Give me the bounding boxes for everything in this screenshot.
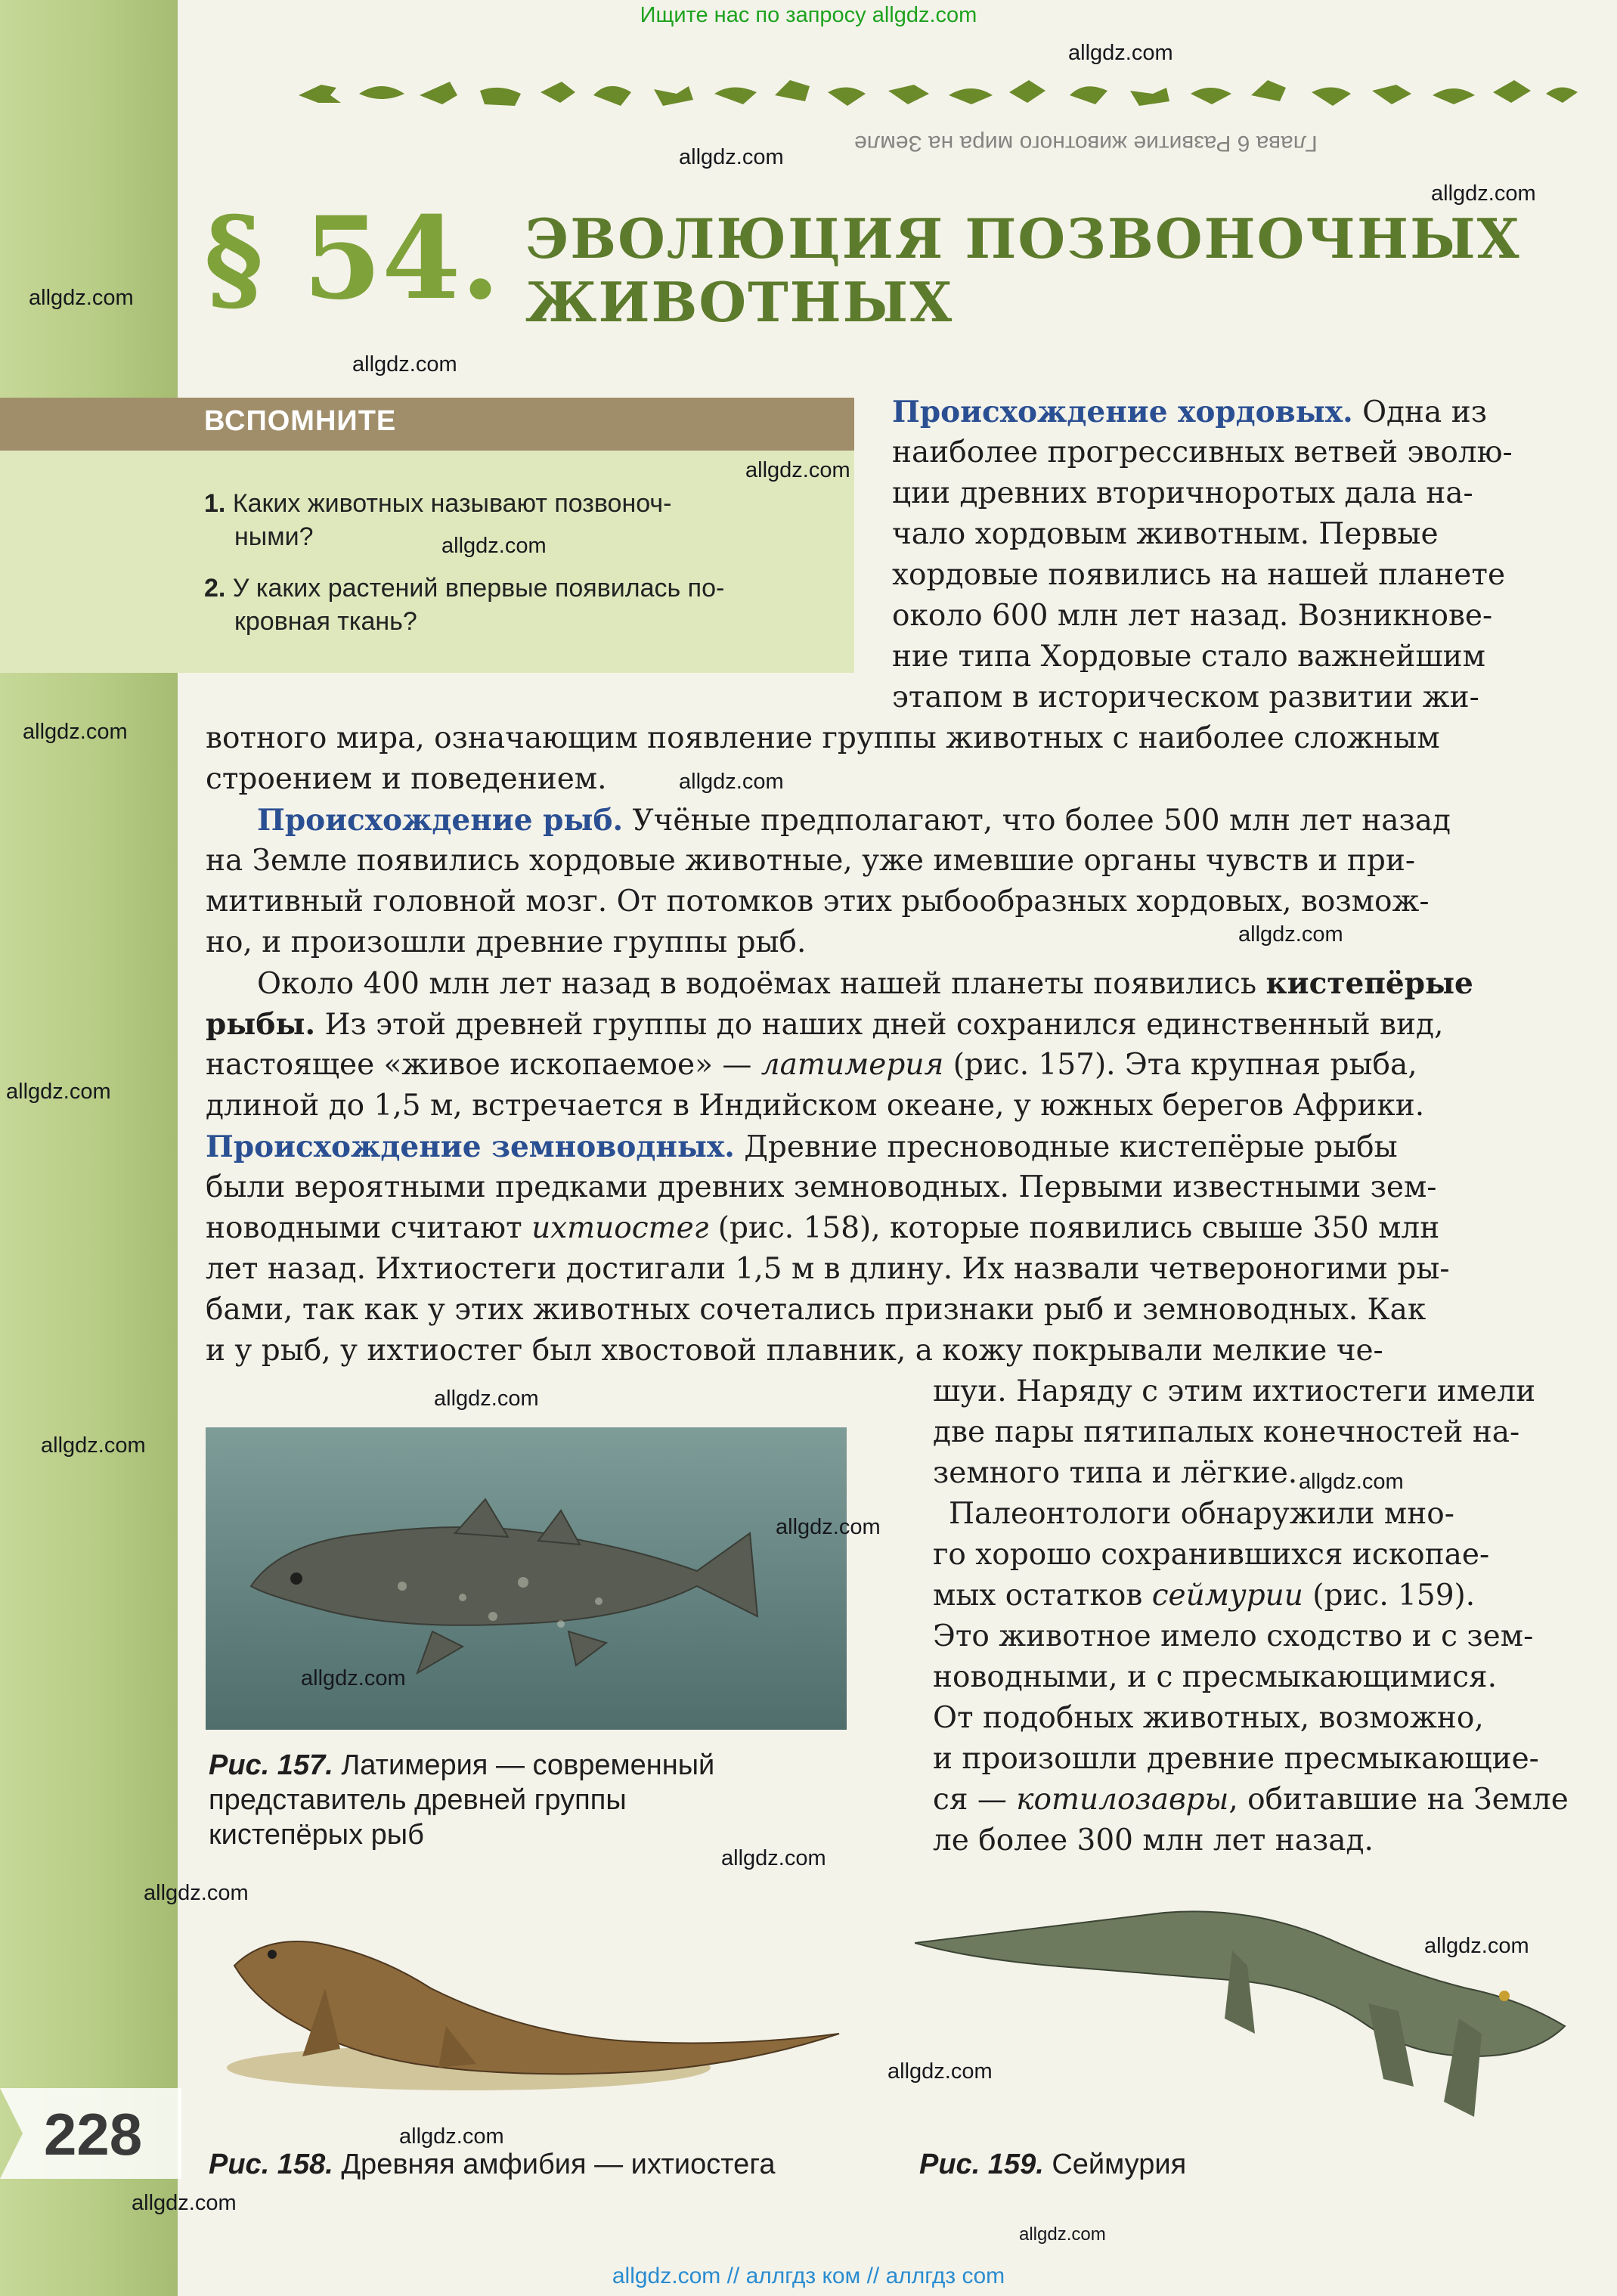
watermark: allgdz.com	[679, 145, 784, 169]
animal-frieze-ornament	[291, 73, 1584, 115]
text-line: ции древних вторичноротых дала на-	[892, 476, 1473, 510]
watermark: allgdz.com	[1238, 922, 1343, 947]
text-line: этапом в историческом развитии жи-	[892, 680, 1479, 714]
section-heading-amphibians: Происхождение земноводных.	[206, 1129, 735, 1164]
text-line: Происхождение земноводных. Древние пресноводные кистепёрые рыбы	[206, 1129, 1398, 1164]
watermark: allgdz.com	[721, 1846, 826, 1870]
text-line: митивный головной мозг. От потомков этих рыбообразных хордовых, возмож-	[206, 885, 1430, 919]
text-line: От подобных животных, возможно,	[933, 1701, 1484, 1735]
section-heading-chordates: Происхождение хордовых.	[892, 395, 1353, 429]
site-banner-top[interactable]: Ищите нас по запросу allgdz.com	[640, 3, 977, 27]
text-line: длиной до 1,5 м, встречается в Индийском океане, у южных берегов Африки.	[206, 1089, 1425, 1123]
watermark: allgdz.com	[6, 1080, 111, 1104]
watermark: allgdz.com	[132, 2191, 237, 2215]
watermark: allgdz.com	[399, 2124, 504, 2149]
paragraph-heading-line1: ЭВОЛЮЦИЯ ПОЗВОНОЧНЫХ	[525, 206, 1521, 271]
text-line: но, и произошли древние группы рыб.	[206, 925, 807, 959]
text-line: строением и поведением.	[206, 762, 607, 796]
paragraph-heading-line2: ЖИВОТНЫХ	[525, 270, 954, 334]
text-line: вотного мира, означающим появление группы животных с наиболее сложным	[206, 721, 1440, 755]
text-line: мых остатков сеймурии (рис. 159).	[933, 1579, 1476, 1613]
figure-157-label: Рис. 157.	[209, 1749, 333, 1781]
text-line: хордовые появились на нашей планете	[892, 558, 1506, 592]
text-line: Около 400 млн лет назад в водоёмах нашей планеты появились кистепёрые	[257, 966, 1473, 1001]
text-line: Это животное имело сходство и с зем-	[933, 1619, 1534, 1653]
text-line: шуи. Наряду с этим ихтиостеги имели	[933, 1374, 1536, 1408]
watermark: allgdz.com	[887, 2059, 993, 2084]
watermark: allgdz.com	[23, 720, 128, 744]
text-line: лет назад. Ихтиостеги достигали 1,5 м в длину. Их назвали четвероногими ры-	[206, 1252, 1450, 1286]
watermark: allgdz.com	[352, 352, 457, 376]
watermark: allgdz.com	[144, 1881, 249, 1905]
text-line: и у рыб, у ихтиостег был хвостовой плавник, а кожу покрывали мелкие че-	[206, 1334, 1383, 1368]
watermark: allgdz.com	[441, 534, 547, 558]
text-line: чало хордовым животным. Первые	[892, 517, 1439, 551]
text-line: на Земле появились хордовые животные, уже имевшие органы чувств и при-	[206, 844, 1416, 878]
text-line: новодными считают ихтиостег (рис. 158), которые появились свыше 350 млн	[206, 1211, 1440, 1245]
watermark: allgdz.com	[41, 1433, 146, 1458]
running-head: Глава 6 Развитие животного мира на Земле	[854, 131, 1318, 156]
recall-question-1-number: 1.	[204, 489, 226, 518]
text-line: около 600 млн лет назад. Возникнове-	[892, 599, 1493, 633]
watermark: allgdz.com	[1299, 1470, 1404, 1494]
recall-header	[0, 398, 854, 451]
watermark: allgdz.com	[434, 1387, 539, 1411]
watermark: allgdz.com	[776, 1515, 881, 1539]
recall-question-1-line2: ными?	[234, 522, 314, 551]
text-line: настоящее «живое ископаемое» — латимерия (рис. 157). Эта крупная рыба,	[206, 1048, 1417, 1082]
text-line: две пары пятипалых конечностей на-	[933, 1415, 1520, 1449]
watermark: allgdz.com	[1068, 41, 1173, 65]
text-line: ние типа Хордовые стало важнейшим	[892, 640, 1485, 674]
text-line: и произошли древние пресмыкающие-	[933, 1742, 1539, 1776]
recall-question-2-line2: кровная ткань?	[234, 607, 417, 636]
figure-159-label: Рис. 159.	[919, 2149, 1044, 2180]
recall-header-label: ВСПОМНИТЕ	[204, 405, 397, 437]
figure-159-seymouria	[915, 1898, 1580, 2132]
text-line: Палеонтологи обнаружили мно-	[949, 1497, 1454, 1531]
section-heading-fish: Происхождение рыб.	[257, 803, 624, 838]
text-line: го хорошо сохранившихся ископае-	[933, 1538, 1490, 1572]
text-line: Происхождение рыб. Учёные предполагают, что более 500 млн лет назад	[257, 803, 1451, 838]
figure-158-label: Рис. 158.	[209, 2149, 333, 2180]
page-sidebar	[0, 0, 178, 2296]
text-line: бами, так как у этих животных сочетались признаки рыб и земноводных. Как	[206, 1293, 1426, 1327]
text-line: ся — котилозавры, обитавшие на Земле	[933, 1783, 1569, 1817]
text-line: земного типа и лёгкие.	[933, 1456, 1298, 1490]
watermark: allgdz.com	[1431, 181, 1536, 206]
paragraph-heading	[525, 207, 1520, 334]
watermark: allgdz.com	[1424, 1934, 1529, 1958]
recall-question-1-line1: Каких животных называют позвоноч-	[232, 489, 672, 518]
site-banner-bottom[interactable]: allgdz.com // аллгдз ком // аллгдз com	[612, 2263, 1005, 2288]
watermark: allgdz.com	[745, 458, 850, 482]
ichthyostega-image	[219, 1898, 869, 2094]
text-line: ле более 300 млн лет назад.	[933, 1823, 1374, 1858]
paragraph-number: § 54.	[204, 192, 500, 325]
text-line: новодными, и с пресмыкающимися.	[933, 1660, 1497, 1694]
text-line: были вероятными предками древних земноводных. Первыми известными зем-	[206, 1170, 1437, 1204]
watermark: allgdz.com	[29, 286, 134, 310]
recall-question-2-line1: У каких растений впервые появилась по-	[232, 574, 725, 603]
watermark: allgdz.com	[301, 1666, 406, 1690]
watermark: allgdz.com	[679, 770, 784, 794]
recall-question-2	[204, 572, 816, 638]
text-line: Происхождение хордовых. Одна из	[892, 395, 1487, 429]
figure-158-caption: Рис. 158. Древняя амфибия — ихтиостега	[209, 2149, 776, 2180]
figure-158-ichthyostega	[219, 1898, 869, 2094]
page-number: 228	[44, 2101, 143, 2167]
text-line: наиболее прогрессивных ветвей эволю-	[892, 435, 1513, 469]
figure-159-caption: Рис. 159. Сеймурия	[919, 2149, 1187, 2180]
recall-box	[0, 398, 854, 673]
text-line: рыбы. Из этой древней группы до наших дней сохранился единственный вид,	[206, 1007, 1444, 1042]
figure-157-caption: Рис. 157. Латимерия — современный представитель древней группы кистепёрых рыб	[209, 1749, 715, 1851]
watermark: allgdz.com	[1019, 2224, 1106, 2245]
page-number-tab	[0, 2088, 181, 2179]
seymouria-image	[915, 1898, 1580, 2132]
recall-question-2-number: 2.	[204, 574, 226, 603]
